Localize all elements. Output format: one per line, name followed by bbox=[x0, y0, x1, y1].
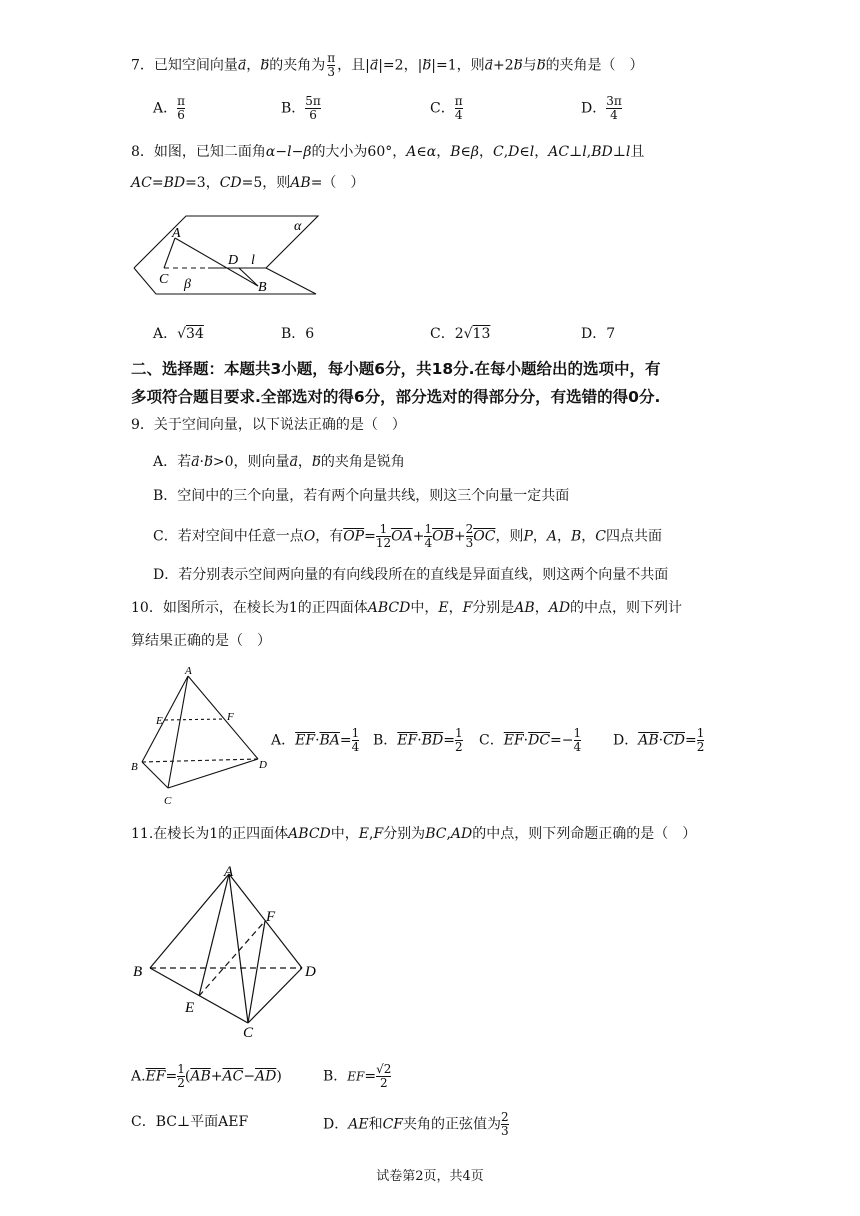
q8-dihedral-figure bbox=[128, 208, 328, 300]
label-F: F bbox=[266, 909, 276, 925]
label-B: B bbox=[258, 280, 267, 295]
q8-stem-line2: AC=BD=3，CD=5，则AB=（ ） bbox=[131, 175, 365, 191]
page-footer: 试卷第2页，共4页 bbox=[376, 1169, 484, 1184]
label-D: D bbox=[259, 759, 267, 771]
q11-stem: 11.在棱长为1的正四面体ABCD中，E,F分别为BC,AD的中点，则下列命题正确的是（ ） bbox=[131, 826, 697, 842]
q9-stem: 9．关于空间向量，以下说法正确的是（ ） bbox=[131, 417, 406, 433]
label-B: B bbox=[133, 964, 143, 980]
q10-option-b[interactable]: B．$\overline{EF}\cdot\overline{BD}=$ $\frac{1}{2}$ bbox=[373, 726, 463, 754]
q11-tetrahedron-figure bbox=[128, 860, 328, 1042]
label-E: E bbox=[156, 715, 163, 727]
q10-stem-line2: 算结果正确的是（ ） bbox=[131, 633, 271, 649]
label-C: C bbox=[159, 272, 169, 287]
q8-option-d[interactable]: D．7 bbox=[581, 326, 616, 342]
section-2-heading-line1: 二、选择题：本题共3小题，每小题6分，共18分.在每小题给出的选项中，有 bbox=[131, 360, 661, 378]
q8-option-b[interactable]: B．6 bbox=[281, 326, 315, 342]
label-B: B bbox=[131, 761, 138, 773]
q8-stem-line1: 8．如图，已知二面角α−l−β的大小为60°，A∈α，B∈β，C,D∈l，AC⊥l,BD⊥l且 bbox=[131, 144, 645, 160]
q10-option-c[interactable]: C．$\overline{EF}\cdot\overline{DC}=-$ $\frac{1}{4}$ bbox=[479, 726, 582, 754]
label-A: A bbox=[224, 864, 234, 880]
label-F: F bbox=[227, 711, 234, 723]
label-A: A bbox=[172, 226, 181, 241]
q11-option-b[interactable]: B．EF= $\frac{√2}{2}$ bbox=[323, 1062, 392, 1090]
q9-option-a[interactable]: A．若a⃗·b⃗>0，则向量a⃗，b⃗的夹角是锐角 bbox=[153, 454, 405, 470]
q7-option-b[interactable]: B． $\frac{5\pi}{6}$ bbox=[281, 94, 321, 122]
q9-option-d[interactable]: D．若分别表示空间两向量的有向线段所在的直线是异面直线，则这两个向量不共面 bbox=[153, 567, 669, 583]
q8-option-c[interactable]: C．2√13 bbox=[430, 326, 491, 342]
label-C: C bbox=[243, 1025, 254, 1041]
q10-stem-line1: 10．如图所示，在棱长为1的正四面体ABCD中，E，F分别是AB，AD的中点，则下列计 bbox=[131, 600, 683, 616]
label-D: D bbox=[228, 253, 239, 268]
label-C: C bbox=[164, 795, 172, 807]
q7-option-a[interactable]: A． $\frac{\pi}{6}$ bbox=[153, 94, 186, 122]
q7-option-d[interactable]: D． $\frac{3\pi}{4}$ bbox=[581, 94, 622, 122]
q9-option-c[interactable]: C．若对空间中任意一点O，有$\overline{OP}=$ $\frac{1}{12}$ $\overline{OA}+$ $\frac{1}{4}$ $\overline{OB}+$ $\frac{2}{3}$ $\overline{OC}$，则P，A，B，C四点共面 bbox=[153, 522, 662, 550]
q10-tetrahedron-figure bbox=[128, 662, 273, 812]
q7-stem: 7．已知空间向量a⃗，b⃗的夹角为 $\frac{\pi}{3}$ ，且|a⃗|=2，|b⃗|=1，则a⃗+2b⃗与b⃗的夹角是（ ） bbox=[131, 51, 644, 79]
q10-option-d[interactable]: D．$\overline{AB}\cdot\overline{CD}=$ $\frac{1}{2}$ bbox=[613, 726, 705, 754]
q11-option-a[interactable]: $A.\overline{EF}=$ $\frac{1}{2}$ $(\overline{AB}+\overline{AC}-\overline{AD})$ bbox=[131, 1062, 282, 1090]
section-2-heading-line2: 多项符合题目要求.全部选对的得6分，部分选对的得部分分，有选错的得0分. bbox=[131, 388, 661, 406]
label-E: E bbox=[185, 1000, 195, 1016]
q8-option-a[interactable]: A．√34 bbox=[153, 326, 204, 342]
q11-option-d[interactable]: D．AE和CF夹角的正弦值为 $\frac{2}{3}$ bbox=[323, 1110, 509, 1138]
q10-option-a[interactable]: A．$\overline{EF}\cdot\overline{BA}=$ $\frac{1}{4}$ bbox=[271, 726, 360, 754]
q11-option-c[interactable]: C．BC⊥平面AEF bbox=[131, 1114, 249, 1130]
label-beta: β bbox=[184, 277, 191, 292]
label-A: A bbox=[185, 665, 192, 677]
q9-option-b[interactable]: B．空间中的三个向量，若有两个向量共线，则这三个向量一定共面 bbox=[153, 488, 570, 504]
label-alpha: α bbox=[294, 219, 302, 234]
q7-option-c[interactable]: C． $\frac{\pi}{4}$ bbox=[430, 94, 463, 122]
label-l: l bbox=[251, 253, 255, 268]
label-D: D bbox=[305, 964, 316, 980]
